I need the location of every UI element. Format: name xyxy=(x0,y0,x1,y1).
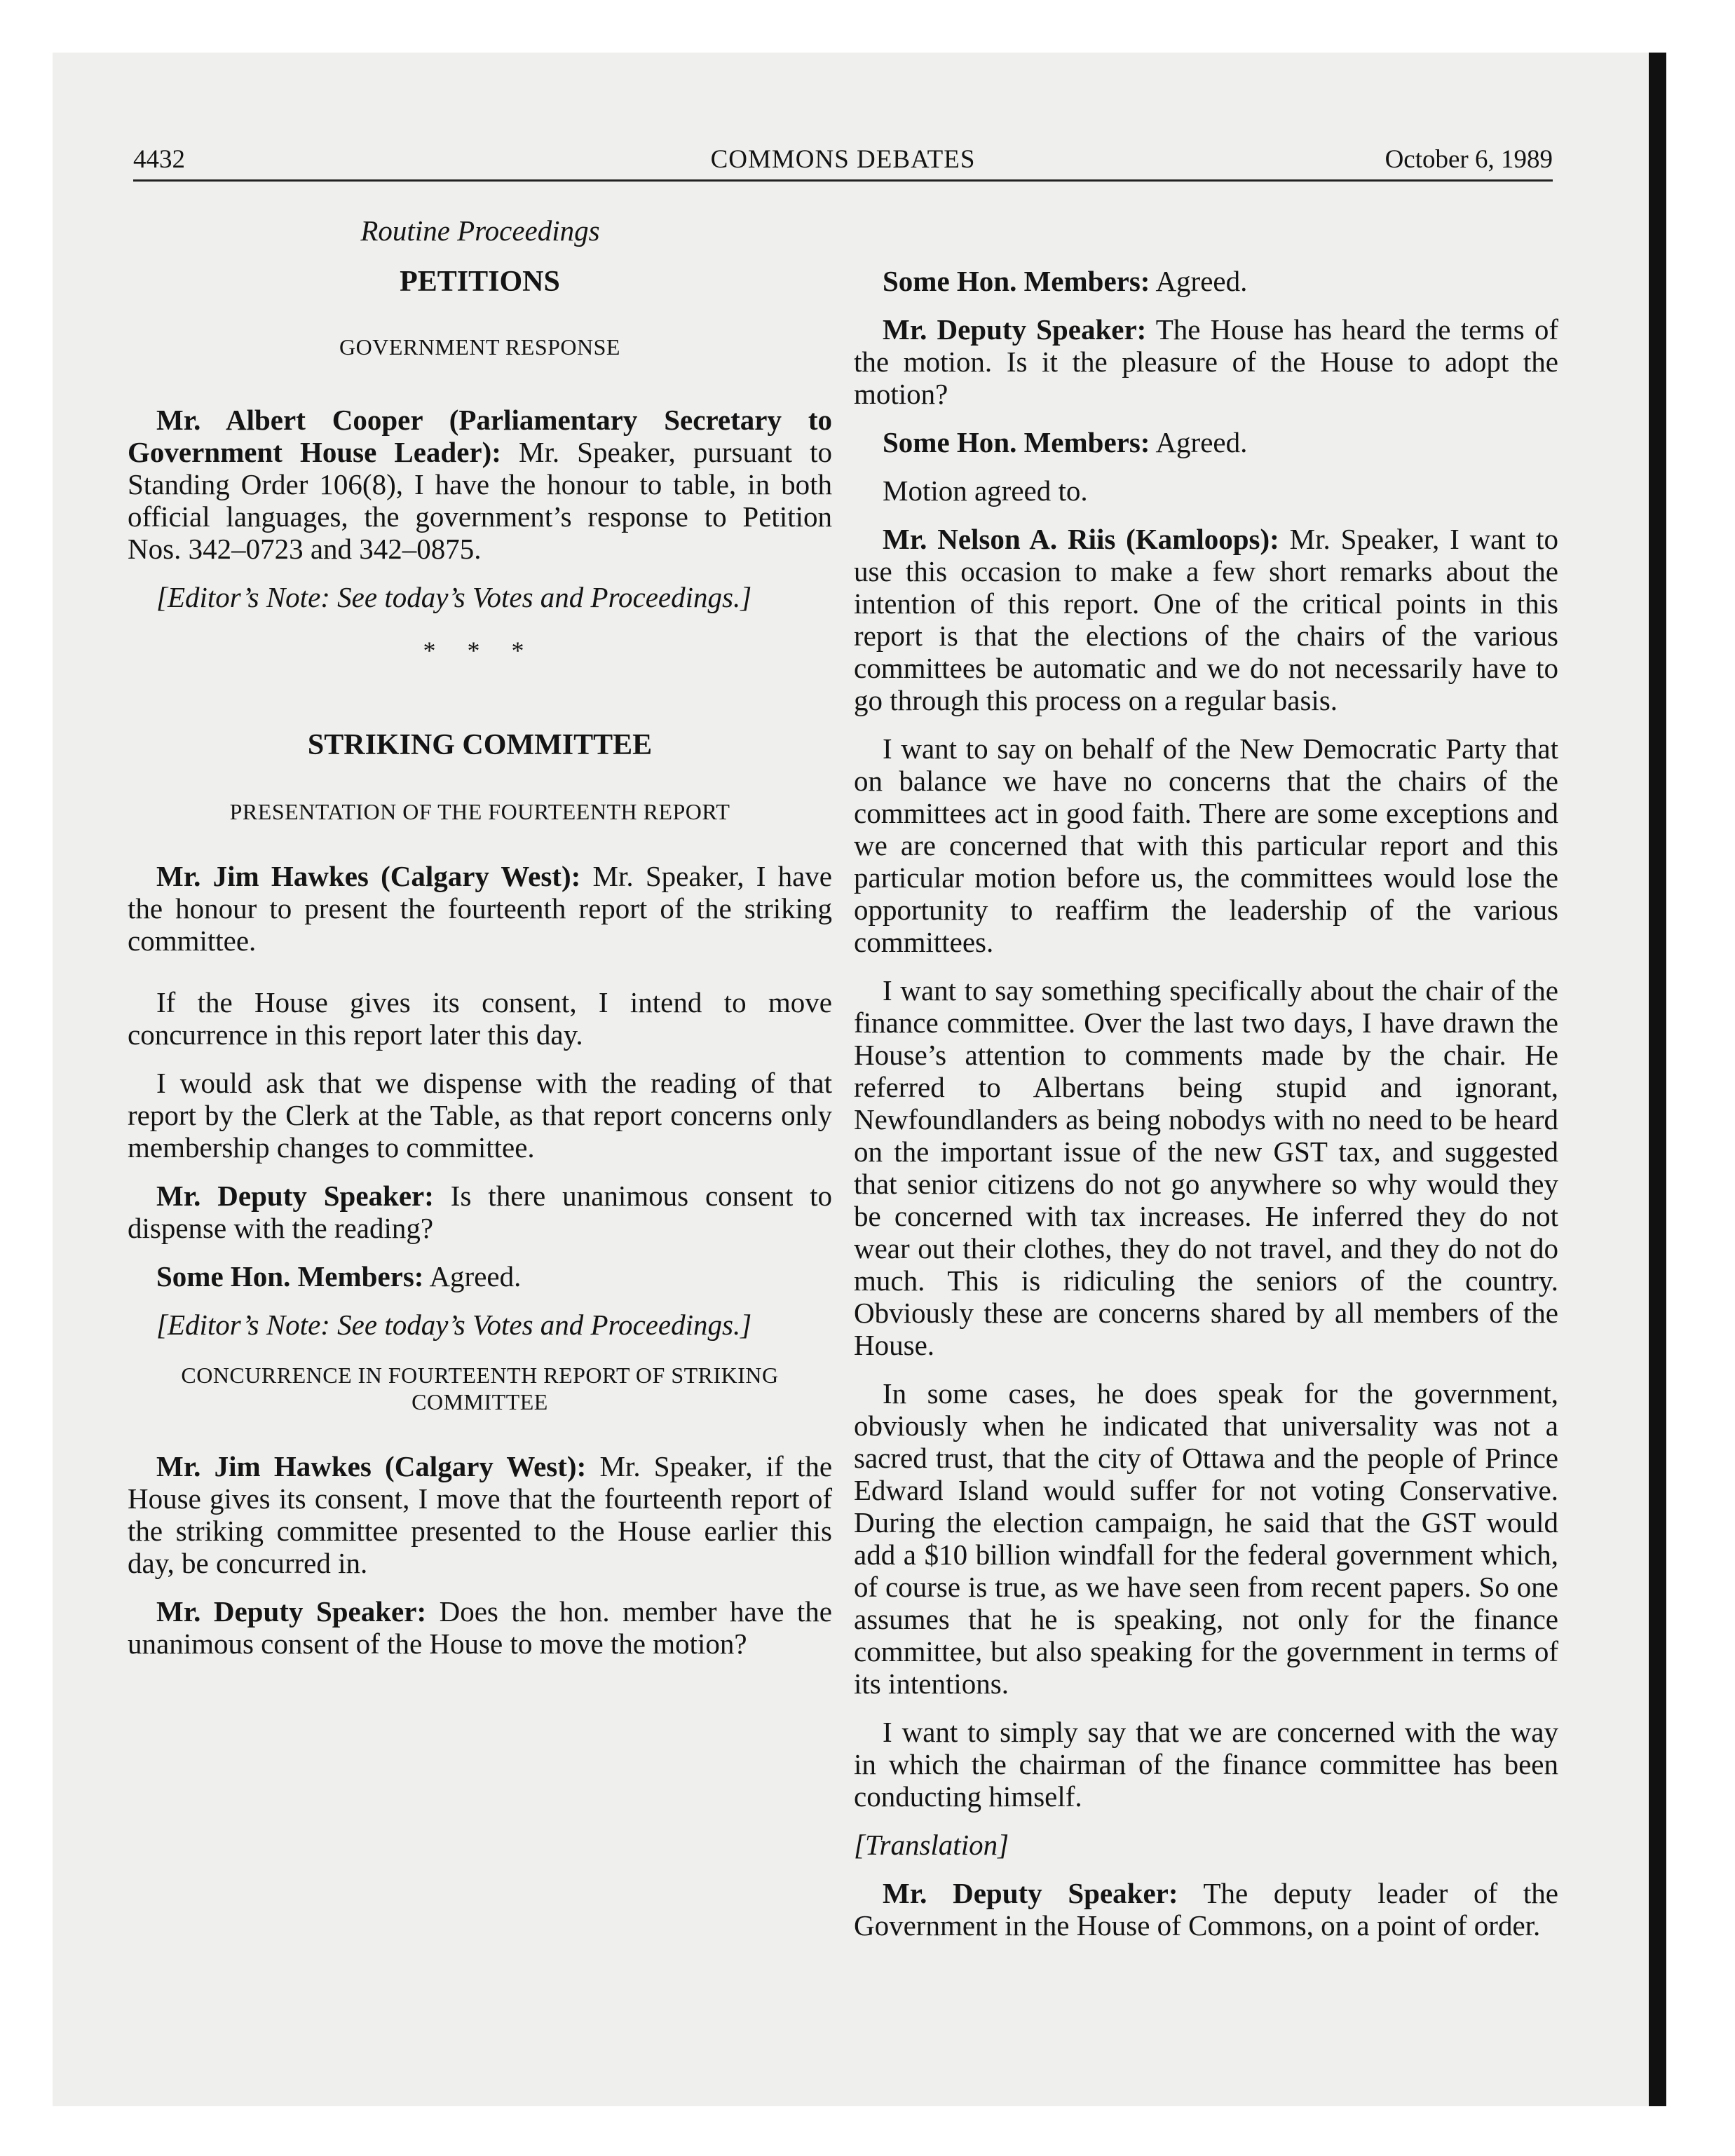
members-reply xyxy=(854,426,1558,458)
section-label: Routine Proceedings xyxy=(360,214,600,247)
hawkes-statement xyxy=(128,860,832,957)
speaker-name: Mr. Deputy Speaker: xyxy=(156,1595,427,1628)
government-response-heading: GOVERNMENT RESPONSE xyxy=(339,334,620,360)
speaker-name: Mr. Deputy Speaker: xyxy=(156,1180,434,1212)
statement-text: Mr. Speaker, I want to use this occasion to make a few short remarks about the intention of this report. One of the critical points in this report is that the elections of the chairs of the various committees be automatic and we do not necessarily have to go through this process on a regular basis. xyxy=(854,523,1558,716)
paragraph: If the House gives its consent, I intend to move concurrence in this report later this day. xyxy=(128,986,832,1051)
statement-text: Agreed. xyxy=(1155,265,1248,297)
motion-result: Motion agreed to. xyxy=(883,475,1088,507)
deputy-speaker-question xyxy=(128,1595,832,1660)
statement-text: Mr. Speaker, pursuant to Standing Order 106(8), I have the honour to table, in both official languages, the government’s response to Petition Nos. 342–0723 and 342–0875. xyxy=(128,436,833,565)
petitions-heading: PETITIONS xyxy=(400,266,560,298)
speaker-name: Mr. Nelson A. Riis (Kamloops): xyxy=(883,523,1279,555)
paragraph: I want to say something specifically about the chair of the finance committee. Over the last two days, I have drawn the House’s attention to comments made by the chair. He referred to Albertans being stupid and ignorant, Newfoundlanders as being nobodys with no need to be heard on the important issue of the new GST tax, and suggested that senior citizens do not go anywhere so why would they be concerned with tax increases. He inferred they do not wear out their clothes, they do not travel, and they do not do much. This is ridiculing the seniors of the country. Obviously these are concerns shared by all members of the House. xyxy=(854,974,1558,1361)
paragraph: I would ask that we dispense with the reading of that report by the Clerk at the Table, as that report concerns only membership changes to committee. xyxy=(128,1067,832,1164)
statement-text: Agreed. xyxy=(429,1260,522,1292)
statement-text: Mr. Speaker, if the House gives its consent, I move that the fourteenth report of the striking committee presented to the House earlier this day, be concurred in. xyxy=(128,1450,833,1579)
speaker-name: Some Hon. Members: xyxy=(156,1260,424,1292)
page-number: 4432 xyxy=(133,145,185,174)
deputy-speaker-statement xyxy=(128,1180,832,1244)
editors-note: [Editor’s Note: See today’s Votes and Proceedings.] xyxy=(156,581,752,613)
running-header xyxy=(133,144,1553,182)
hawkes-motion xyxy=(128,1450,832,1579)
speaker-name: Mr. Jim Hawkes (Calgary West): xyxy=(156,1450,587,1482)
editors-note: [Editor’s Note: See today’s Votes and Proceedings.] xyxy=(156,1309,752,1341)
paragraph: In some cases, he does speak for the government, obviously when he indicated that universality was not a sacred trust, that the city of Ottawa and the people of Prince Edward Island would suffer for not voting Conservative. During the election campaign, he said that the GST would add a $10 billion windfall for the federal government which, of course is true, as we have seen from recent papers. So one assumes that he is speaking, not only for the finance committee, but also speaking for the government in terms of its intentions. xyxy=(854,1377,1558,1700)
speaker-name: Mr. Deputy Speaker: xyxy=(883,313,1147,346)
statement-text: Is there unanimous consent to dispense with the reading? xyxy=(128,1180,832,1244)
deputy-speaker-statement xyxy=(854,1877,1558,1942)
speaker-name: Some Hon. Members: xyxy=(883,265,1150,297)
riis-statement xyxy=(854,523,1558,716)
speaker-name: Mr. Albert Cooper (Parliamentary Secretary to Government House Leader): xyxy=(128,404,832,468)
statement-text: The deputy leader of the Government in the House of Commons, on a point of order. xyxy=(854,1877,1558,1942)
right-column xyxy=(854,265,1558,1958)
presentation-heading: PRESENTATION OF THE FOURTEENTH REPORT xyxy=(229,799,730,824)
scan-edge-shadow xyxy=(1649,53,1666,2106)
deputy-speaker-statement xyxy=(854,313,1558,410)
cooper-statement xyxy=(128,404,832,565)
translation-note: [Translation] xyxy=(854,1829,1009,1861)
members-reply xyxy=(854,265,1558,297)
striking-committee-heading: STRIKING COMMITTEE xyxy=(307,729,653,761)
paragraph: I want to simply say that we are concerned with the way in which the chairman of the finance committee has been conducting himself. xyxy=(854,1716,1558,1813)
section-separator: * * * xyxy=(423,636,537,664)
speaker-name: Mr. Jim Hawkes (Calgary West): xyxy=(156,860,581,892)
statement-text: The House has heard the terms of the motion. Is it the pleasure of the House to adopt the motion? xyxy=(854,313,1558,410)
paragraph: I want to say on behalf of the New Democratic Party that on balance we have no concerns that the chairs of the committees act in good faith. There are some exceptions and we are concerned that with this particular report and this particular motion before us, the committees would lose the opportunity to reaffirm the leadership of the various committees. xyxy=(854,732,1558,958)
issue-date: October 6, 1989 xyxy=(1384,145,1553,174)
concurrence-heading: CONCURRENCE IN FOURTEENTH REPORT OF STRIKING COMMITTEE xyxy=(181,1363,779,1414)
statement-text: Agreed. xyxy=(1155,426,1248,458)
statement-text: Mr. Speaker, I have the honour to present the fourteenth report of the striking committee. xyxy=(128,860,832,957)
statement-text: Does the hon. member have the unanimous consent of the House to move the motion? xyxy=(128,1595,832,1660)
publication-title: COMMONS DEBATES xyxy=(710,145,976,174)
left-column xyxy=(128,265,832,1676)
members-reply xyxy=(128,1260,832,1292)
speaker-name: Mr. Deputy Speaker: xyxy=(883,1877,1178,1909)
speaker-name: Some Hon. Members: xyxy=(883,426,1150,458)
